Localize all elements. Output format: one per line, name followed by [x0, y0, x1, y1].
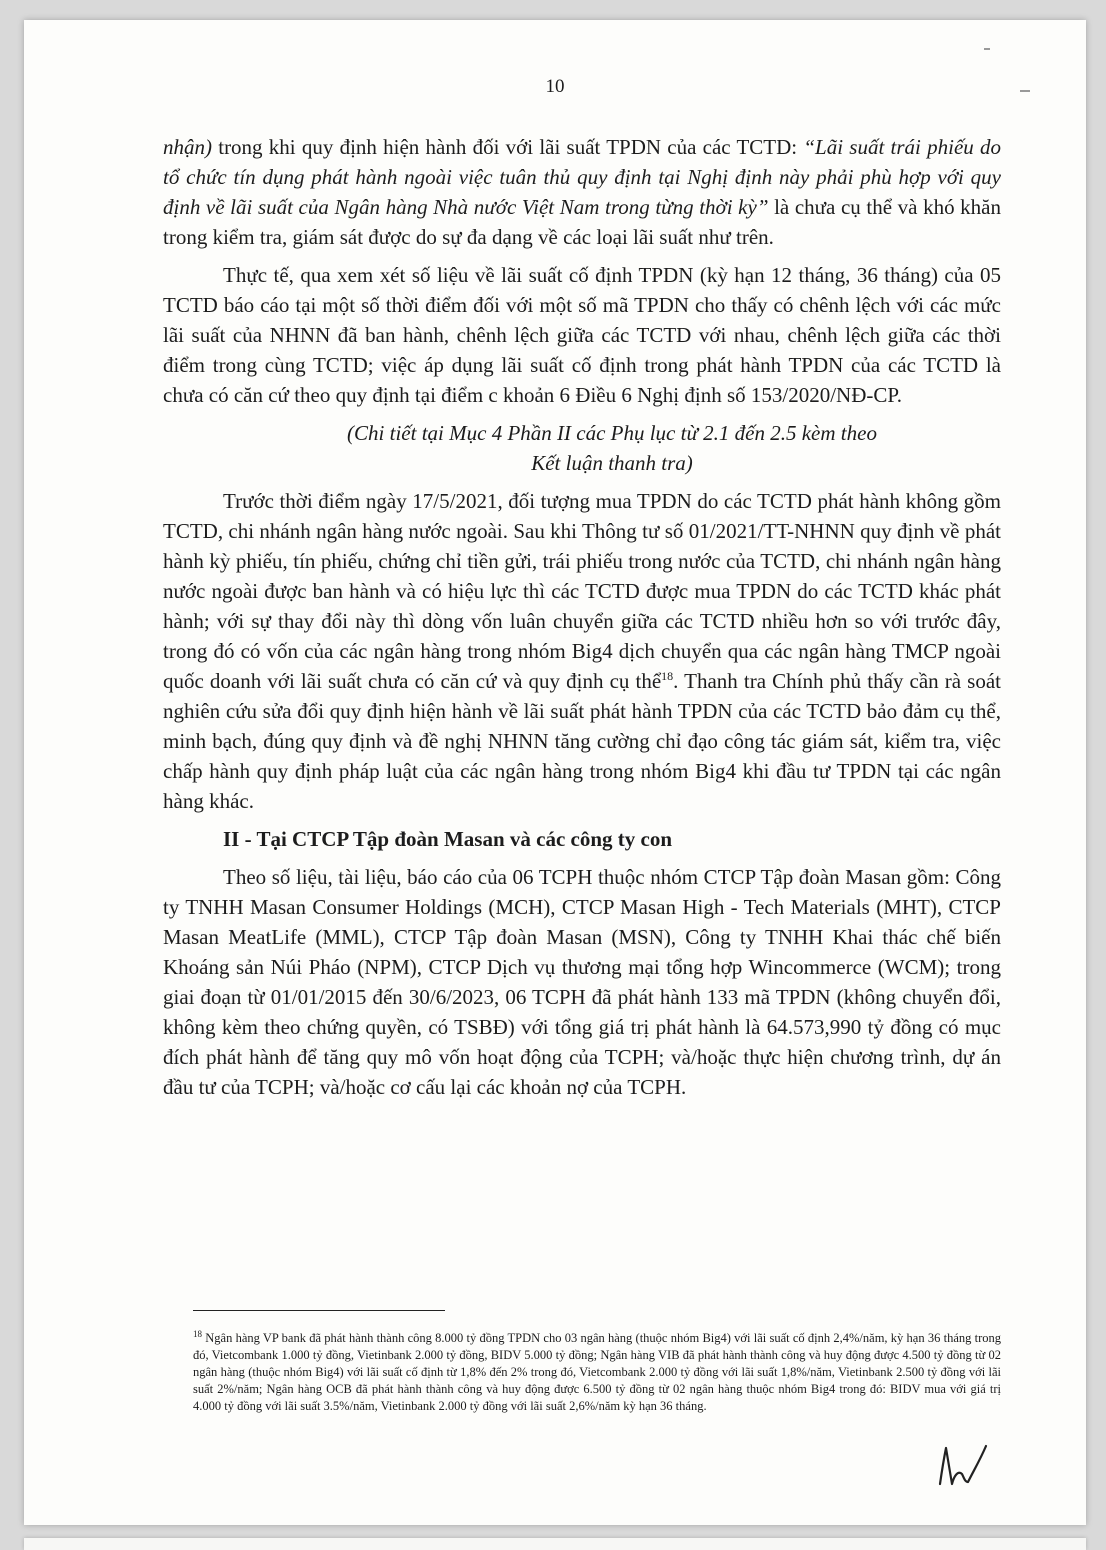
footnote-divider	[193, 1310, 445, 1311]
section-heading: II - Tại CTCP Tập đoàn Masan và các công ty con	[223, 827, 673, 851]
paragraph-4: Theo số liệu, tài liệu, báo cáo của 06 TCPH thuộc nhóm CTCP Tập đoàn Masan gồm: Công ty TNHH Masan Consumer Holdings (MCH), CTCP Masan High - Tech Materials (MHT), CTCP Masan MeatLife (MML), CTCP Tập đoàn Masan (MSN), Công ty TNHH Khai thác chế biến Khoáng sản Núi Pháo (NPM), CTCP Dịch vụ thương mại tổng hợp Wincommerce (WCM); trong giai đoạn từ 01/01/2015 đến 30/6/2023, 06 TCPH đã phát hành 133 mã TPDN (không chuyển đổi, không kèm theo chứng quyền, có TSBĐ) với tổng giá trị phát hành là 64.573,990 tỷ đồng có mục đích phát hành để tăng quy mô vốn hoạt động của TCPH; và/hoặc thực hiện chương trình, dự án đầu tư của TCPH; và/hoặc cơ cấu lại các khoản nợ của TCPH.	[163, 865, 1001, 1099]
appendix-note-line-1: (Chi tiết tại Mục 4 Phần II các Phụ lục từ 2.1 đến 2.5 kèm theo	[347, 421, 877, 445]
appendix-note-line-2: Kết luận thanh tra)	[531, 451, 693, 475]
footnote-reference: 18	[661, 669, 674, 683]
paragraph-1-italic-start: nhận)	[163, 135, 212, 159]
paragraph-3-text-b: . Thanh tra Chính phủ thấy cần rà soát nghiên cứu sửa đổi quy định hiện hành về lãi suất phát hành TPDN của các TCTD bảo đảm cụ thể, minh bạch, đúng quy định và đề nghị NHNN tăng cường chỉ đạo công tác giám sát, kiểm tra, việc chấp hành quy định pháp luật của các ngân hàng trong nhóm Big4 khi đầu tư TPDN tại các ngân hàng khác.	[163, 669, 1002, 813]
paragraph-1	[163, 132, 1001, 252]
appendix-note	[163, 418, 1001, 478]
paragraph-1-text-b: là chưa cụ thể và khó khăn trong kiểm tra, giám sát được do sự đa dạng về các loại lãi suất như trên.	[163, 195, 1001, 249]
paragraph-3	[163, 486, 1001, 816]
next-page-edge	[24, 1538, 1086, 1550]
page-number: 10	[545, 76, 565, 97]
paragraph-3-text-a: Trước thời điểm ngày 17/5/2021, đối tượng mua TPDN do các TCTD phát hành không gồm TCTD, chi nhánh ngân hàng nước ngoài. Sau khi Thông tư số 01/2021/TT-NHNN quy định về phát hành kỳ phiếu, tín phiếu, chứng chỉ tiền gửi, trái phiếu trong nước của TCTD, chi nhánh ngân hàng nước ngoài được ban hành và có hiệu lực thì các TCTD được mua TPDN do các TCTD khác phát hành; với sự thay đổi này thì dòng vốn luân chuyển giữa các TCTD nhiều hơn so với trước đây, trong đó có vốn của các ngân hàng trong nhóm Big4 dịch chuyển qua các ngân hàng TMCP ngoài quốc doanh với lãi suất chưa có căn cứ và quy định cụ thể	[163, 489, 1001, 693]
paragraph-2: Thực tế, qua xem xét số liệu về lãi suất cố định TPDN (kỳ hạn 12 tháng, 36 tháng) của 05 TCTD báo cáo tại một số thời điểm đối với một số mã TPDN cho thấy có chênh lệch với các mức lãi suất của NHNN đã ban hành, chênh lệch giữa các TCTD với nhau, chênh lệch giữa các thời điểm trong cùng TCTD; việc áp dụng lãi suất cố định trong phát hành TPDN của các TCTD là chưa có căn cứ theo quy định tại điểm c khoản 6 Điều 6 Nghị định số 153/2020/NĐ-CP.	[163, 263, 1001, 407]
footnote	[193, 1330, 1001, 1415]
paragraph-1-text-a: trong khi quy định hiện hành đối với lãi suất TPDN của các TCTD:	[212, 135, 804, 159]
footnote-marker: 18	[193, 1328, 202, 1339]
paragraph-1-quote: “Lãi suất trái phiếu do tổ chức tín dụng phát hành ngoài việc tuân thủ quy định tại Nghị định này phải phù hợp với quy định về lãi suất của Ngân hàng Nhà nước Việt Nam trong từng thời kỳ”	[163, 135, 1001, 219]
document-body	[163, 132, 1001, 1110]
scan-mark	[984, 48, 990, 50]
scan-mark	[1020, 90, 1030, 92]
footnote-text: Ngân hàng VP bank đã phát hành thành công 8.000 tỷ đồng TPDN cho 03 ngân hàng (thuộc nhóm Big4) với lãi suất cố định 2,4%/năm, kỳ hạn 36 tháng trong đó, Vietcombank 1.000 tỷ đồng, Vietinbank 2.000 tỷ đồng, BIDV 5.000 tỷ đồng; Ngân hàng VIB đã phát hành thành công và huy động được 4.500 tỷ đồng từ 02 ngân hàng (thuộc nhóm Big4) với lãi suất cố định từ 1,8% đến 2% trong đó, Vietcombank 2.000 tỷ đồng với lãi suất 1,8%/năm, Vietinbank 2.500 tỷ đồng với lãi suất 2%/năm; Ngân hàng OCB đã phát hành thành công và huy động được 6.500 tỷ đồng từ 02 ngân hàng thuộc nhóm Big4 trong đó: BIDV mua với giá trị 4.000 tỷ đồng với lãi suất 3.5%/năm, Vietinbank 2.000 tỷ đồng với lãi suất 2,6%/năm kỳ hạn 36 tháng.	[193, 1331, 1001, 1413]
document-page	[24, 20, 1086, 1525]
initials-signature	[932, 1440, 992, 1490]
